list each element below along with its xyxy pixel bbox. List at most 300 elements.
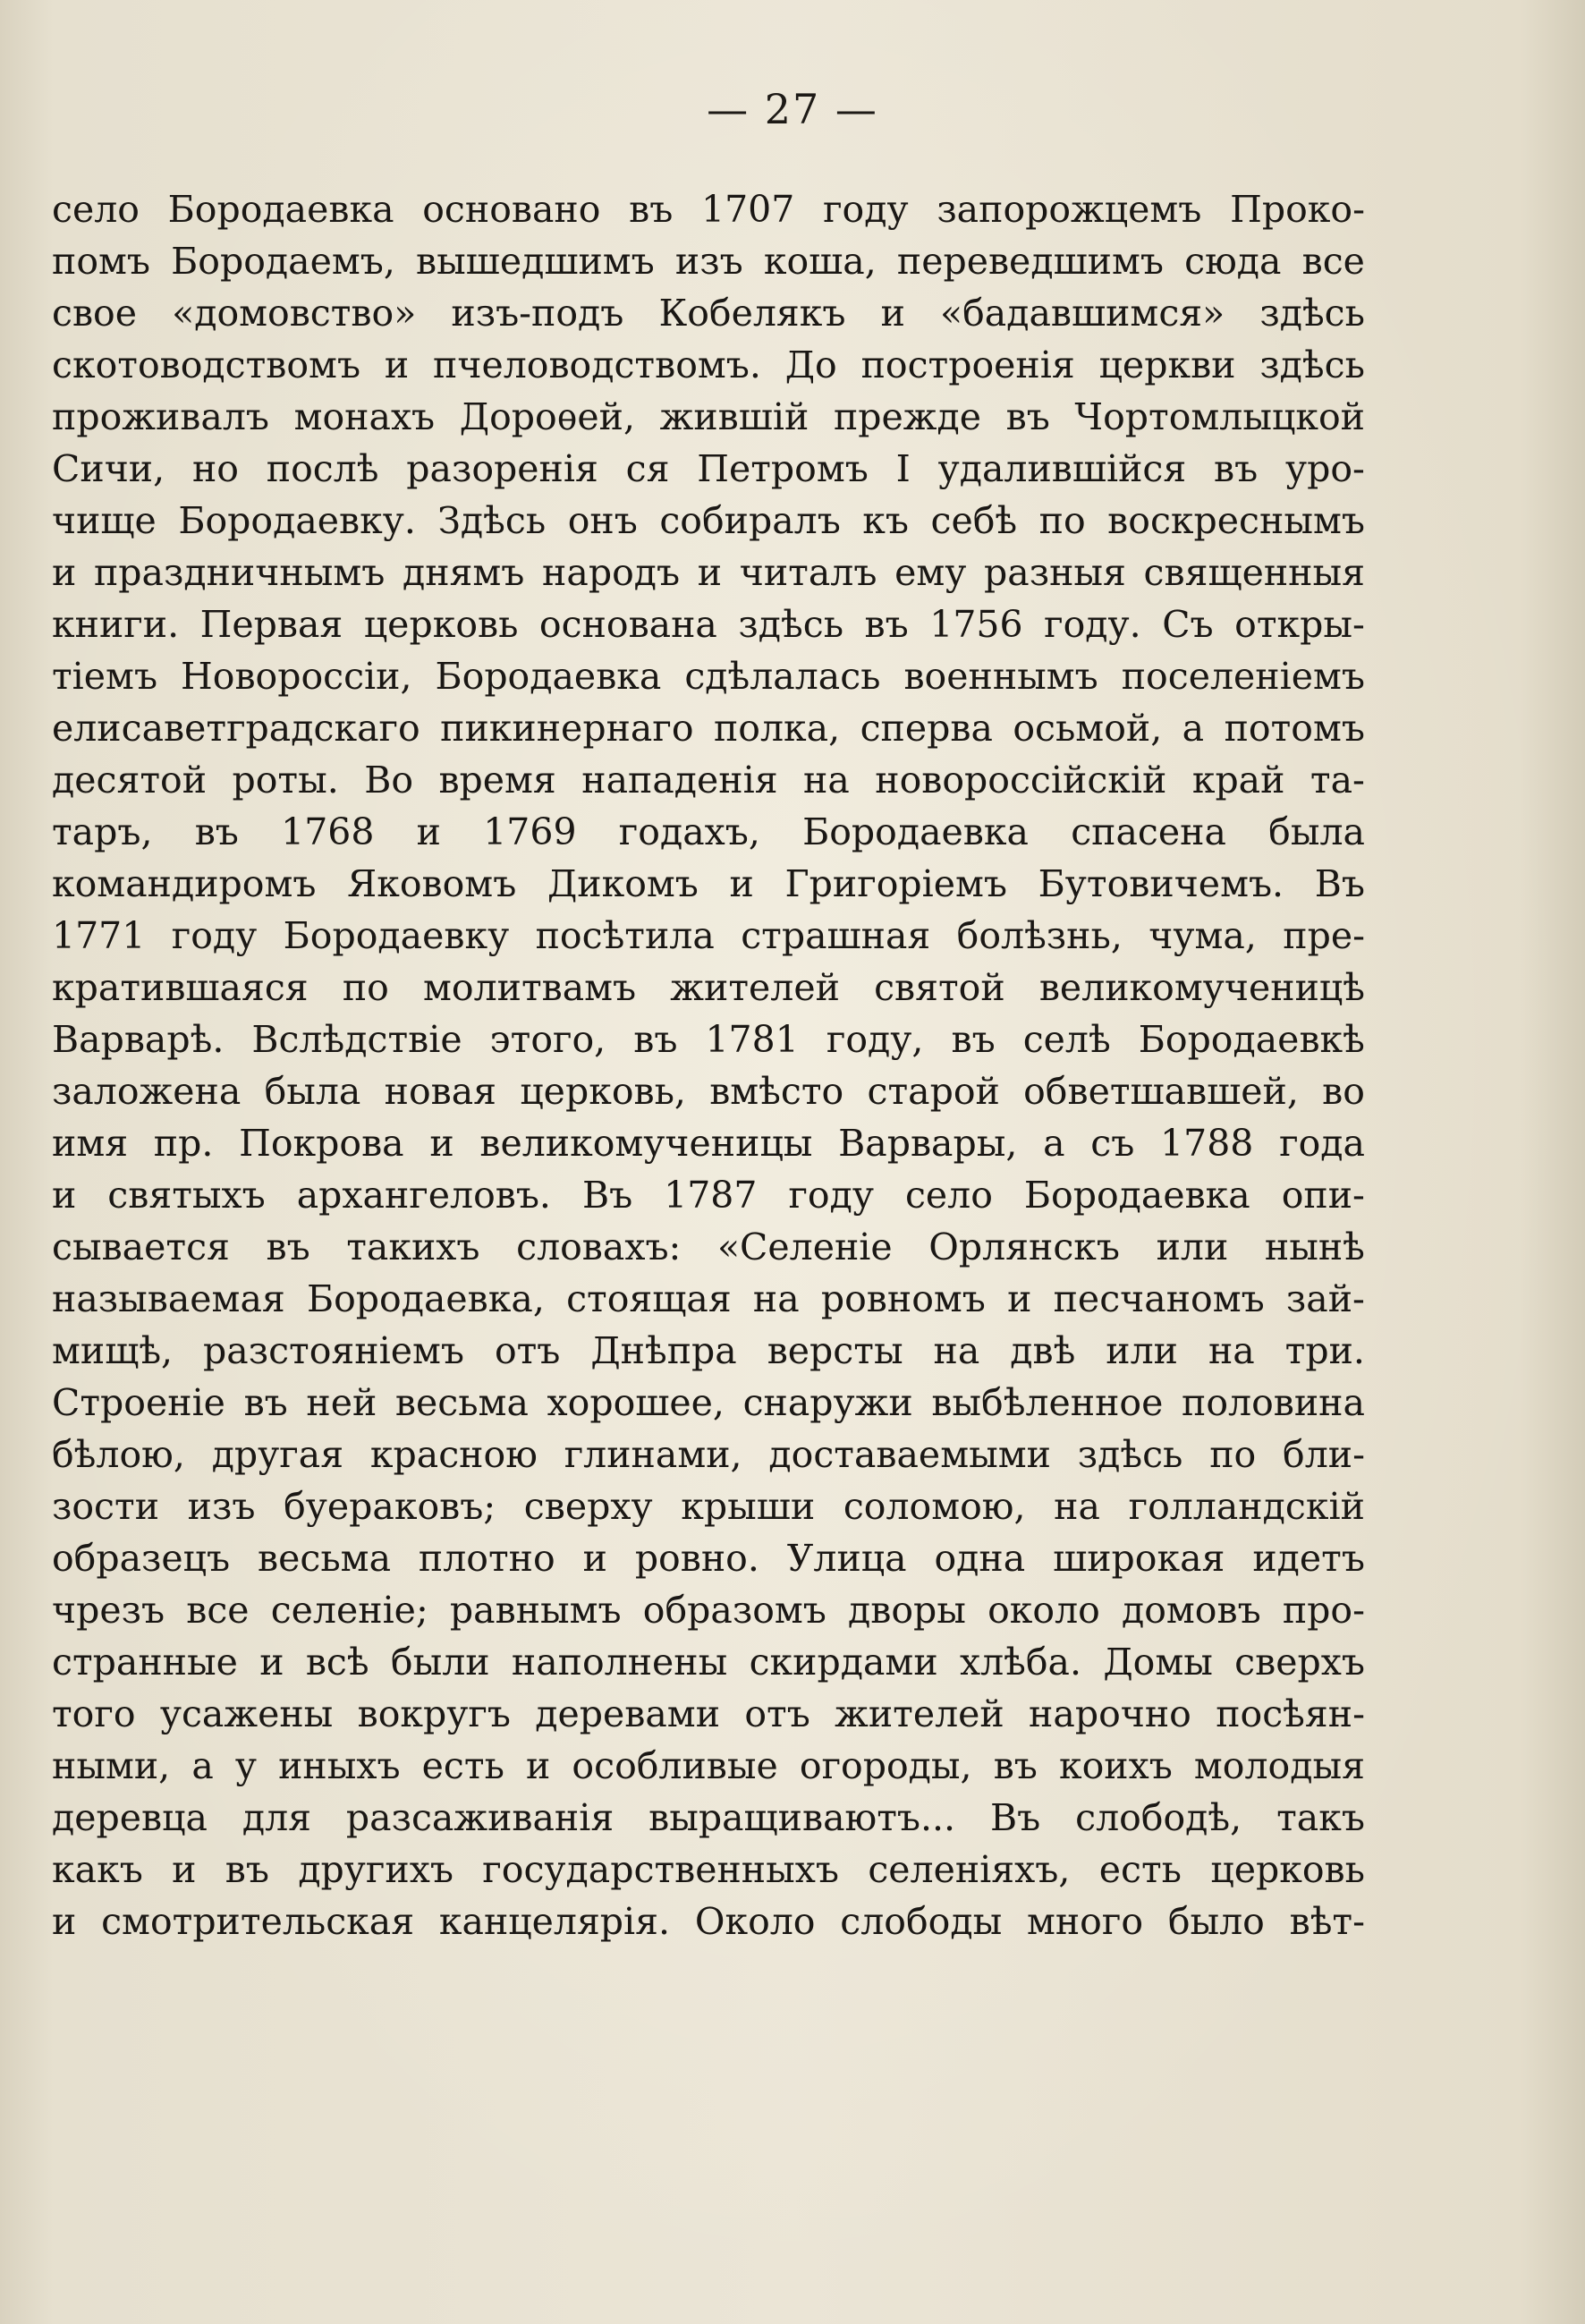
word: широкая: [1053, 1537, 1225, 1580]
word: молитвамъ: [423, 966, 637, 1009]
word: Съ: [1162, 603, 1214, 646]
word: была: [264, 1070, 361, 1113]
word: командиромъ: [52, 862, 317, 905]
word: зай-: [1285, 1277, 1365, 1320]
word: чума,: [1148, 914, 1257, 957]
word: странные: [52, 1641, 238, 1684]
word: а: [1182, 707, 1205, 750]
word: себѣ: [930, 499, 1018, 542]
word: или: [1106, 1329, 1178, 1372]
text-line: [52, 1636, 1365, 1688]
body-text: [52, 183, 1365, 1947]
word: съ: [1090, 1122, 1135, 1165]
word: на: [1208, 1329, 1255, 1372]
word: запорожцемъ: [937, 188, 1202, 231]
text-line: [52, 339, 1365, 391]
word: и: [259, 1641, 284, 1684]
word: Орлянскъ: [928, 1226, 1121, 1268]
word: въ: [993, 1744, 1038, 1787]
word: Бородаевка: [802, 810, 1029, 853]
word: ней: [306, 1381, 377, 1424]
word: другая: [211, 1433, 344, 1476]
word: сперва: [860, 707, 993, 750]
word: Бородаевка: [435, 655, 662, 698]
word: жителей: [835, 1692, 1004, 1735]
word: проживалъ: [52, 395, 269, 438]
text-line: [52, 1844, 1365, 1896]
word: скотоводствомъ: [52, 344, 361, 386]
word: чрезъ: [52, 1589, 165, 1632]
word: дворы: [848, 1589, 966, 1632]
word: но: [191, 447, 239, 490]
word: Бородаевку: [283, 914, 510, 957]
word: есть: [1098, 1848, 1182, 1891]
word: роты.: [232, 759, 339, 802]
word: Около: [694, 1900, 816, 1943]
word: время: [438, 759, 556, 802]
word: все: [186, 1589, 250, 1632]
word: полка,: [713, 707, 841, 750]
word: новороссійскій: [875, 759, 1167, 802]
word: потомъ: [1224, 707, 1365, 750]
word: селеніяхъ,: [868, 1848, 1071, 1891]
word: зости: [52, 1485, 160, 1528]
word: осьмой,: [1013, 707, 1163, 750]
word: и: [880, 292, 905, 335]
word: во: [1322, 1070, 1365, 1113]
word: великомученицѣ: [1038, 966, 1365, 1009]
word: наполнены: [511, 1641, 728, 1684]
word: разсаживанія: [345, 1796, 615, 1839]
word: Проко-: [1230, 188, 1365, 231]
word: слободѣ,: [1075, 1796, 1242, 1839]
word: уро-: [1285, 447, 1365, 490]
word: откры-: [1234, 603, 1365, 646]
word: плотно: [418, 1537, 555, 1580]
word: на: [752, 1277, 800, 1320]
word: выбѣленное: [931, 1381, 1164, 1424]
word: красною: [369, 1433, 538, 1476]
word: нападенія: [581, 759, 778, 802]
word: разныя: [984, 551, 1126, 594]
word: страшная: [741, 914, 931, 957]
word: Въ: [581, 1174, 633, 1217]
word: пре-: [1283, 914, 1365, 957]
word: Здѣсь: [437, 499, 547, 542]
word: таръ,: [52, 810, 153, 853]
word: поселеніемъ: [1121, 655, 1365, 698]
word: и: [172, 1848, 197, 1891]
text-line: [52, 495, 1365, 547]
word: крыши: [681, 1485, 816, 1528]
word: версты: [767, 1329, 903, 1372]
word: по: [1209, 1433, 1257, 1476]
text-line: [52, 806, 1365, 858]
word: 1781: [705, 1018, 799, 1061]
word: сверху: [523, 1485, 653, 1528]
word: здѣсь: [1077, 1433, 1183, 1476]
word: Бородаевкѣ: [1138, 1018, 1365, 1061]
word: въ: [243, 1381, 288, 1424]
word: прежде: [833, 395, 981, 438]
word: у: [234, 1744, 257, 1787]
word: удалившійся: [937, 447, 1187, 490]
word: по: [342, 966, 389, 1009]
word: та-: [1310, 759, 1365, 802]
word: году.: [1044, 603, 1141, 646]
word: Бутовичемъ.: [1038, 862, 1284, 905]
word: а: [191, 1744, 214, 1787]
word: послѣ: [266, 447, 379, 490]
word: въ: [864, 603, 909, 646]
word: Кобелякъ: [658, 292, 846, 335]
word: того: [52, 1692, 136, 1735]
word: деревами: [535, 1692, 721, 1735]
word: а: [1043, 1122, 1065, 1165]
word: великомученицы: [479, 1122, 813, 1165]
word: днямъ: [402, 551, 525, 594]
word: старой: [867, 1070, 1000, 1113]
word: Бородаевка,: [306, 1277, 545, 1320]
word: домовъ: [1121, 1589, 1261, 1632]
word: кратившаяся: [52, 966, 309, 1009]
word: архангеловъ.: [296, 1174, 551, 1217]
word: Улица: [786, 1537, 907, 1580]
word: и: [416, 810, 441, 853]
word: «бадавшимся»: [940, 292, 1225, 335]
word: Петромъ: [697, 447, 869, 490]
text-line: [52, 1792, 1365, 1844]
text-line: [52, 1532, 1365, 1584]
word: есть: [421, 1744, 504, 1787]
word: и: [526, 1744, 551, 1787]
word: «домовство»: [172, 292, 417, 335]
word: хлѣба.: [959, 1641, 1082, 1684]
word: въ: [1005, 395, 1050, 438]
text-line: [52, 1377, 1365, 1429]
text-line: [52, 1065, 1365, 1117]
word: помъ: [52, 240, 150, 283]
word: елисаветградскаго: [52, 707, 420, 750]
word: слободы: [840, 1900, 1003, 1943]
word: пикинернаго: [440, 707, 694, 750]
text-line: [52, 1480, 1365, 1532]
word: Дороѳей,: [459, 395, 635, 438]
word: стоящая: [566, 1277, 732, 1320]
word: нынѣ: [1264, 1226, 1365, 1268]
word: новая: [384, 1070, 497, 1113]
word: I: [895, 447, 911, 490]
word: Въ: [1314, 862, 1365, 905]
text-line: [52, 962, 1365, 1014]
word: Во: [364, 759, 414, 802]
word: святой: [874, 966, 1005, 1009]
word: изъ: [187, 1485, 256, 1528]
word: году: [171, 914, 258, 957]
word: году,: [826, 1018, 924, 1061]
word: коихъ: [1058, 1744, 1173, 1787]
word: какъ: [52, 1848, 143, 1891]
word: 1787: [664, 1174, 758, 1217]
word: Сичи,: [52, 447, 165, 490]
word: святыхъ: [107, 1174, 266, 1217]
word: сверхъ: [1234, 1641, 1365, 1684]
page-number: — 27 —: [707, 85, 878, 133]
word: Домы: [1103, 1641, 1213, 1684]
word: смотрительская: [101, 1900, 415, 1943]
word: церковь,: [520, 1070, 686, 1113]
word: имя: [52, 1122, 129, 1165]
word: сдѣлалась: [684, 655, 881, 698]
word: образецъ: [52, 1537, 231, 1580]
word: основано: [422, 188, 601, 231]
word: народъ: [542, 551, 681, 594]
word: канцелярія.: [438, 1900, 671, 1943]
word: для: [242, 1796, 311, 1839]
word: около: [987, 1589, 1100, 1632]
word: опи-: [1281, 1174, 1365, 1217]
word: къ: [862, 499, 910, 542]
word: особливые: [572, 1744, 778, 1787]
word: деревца: [52, 1796, 208, 1839]
word: церковь: [363, 603, 519, 646]
word: здѣсь: [1259, 344, 1365, 386]
word: военнымъ: [903, 655, 1098, 698]
word: тіемъ: [52, 655, 158, 698]
word: иныхъ: [278, 1744, 401, 1787]
word: собиралъ: [659, 499, 841, 542]
word: такъ: [1276, 1796, 1365, 1839]
text-line: [52, 650, 1365, 702]
word: 1756: [929, 603, 1023, 646]
word: вокругъ: [357, 1692, 511, 1735]
word: въ: [225, 1848, 269, 1891]
word: ся: [625, 447, 670, 490]
word: изъ: [674, 240, 743, 283]
word: Дикомъ: [547, 862, 699, 905]
word: идетъ: [1252, 1537, 1365, 1580]
word: Бородаевка: [1023, 1174, 1250, 1217]
word: въ: [951, 1018, 996, 1061]
word: на: [933, 1329, 980, 1372]
word: посѣтила: [535, 914, 715, 957]
word: Первая: [199, 603, 343, 646]
text-line: [52, 598, 1365, 650]
word: выращиваютъ...: [648, 1796, 956, 1839]
word: была: [1268, 810, 1365, 853]
word: пр.: [153, 1122, 214, 1165]
word: соломою,: [843, 1485, 1026, 1528]
word: разстояніемъ: [203, 1329, 464, 1372]
word: коша,: [763, 240, 877, 283]
word: построенія: [860, 344, 1075, 386]
word: посѣян-: [1216, 1692, 1365, 1735]
word: словахъ:: [516, 1226, 682, 1268]
word: другихъ: [298, 1848, 453, 1891]
word: книги.: [52, 603, 180, 646]
word: называемая: [52, 1277, 285, 1320]
word: читалъ: [739, 551, 877, 594]
word: про-: [1282, 1589, 1365, 1632]
text-line: [52, 287, 1365, 339]
word: Чортомлыцкой: [1074, 395, 1365, 438]
word: и: [52, 1174, 77, 1217]
word: одна: [934, 1537, 1026, 1580]
word: Бородаевка: [167, 188, 394, 231]
word: село: [904, 1174, 993, 1217]
text-line: [52, 183, 1365, 235]
word: весьма: [258, 1537, 392, 1580]
word: жителей: [670, 966, 840, 1009]
word: десятой: [52, 759, 208, 802]
word: 1769: [483, 810, 577, 853]
word: воскреснымъ: [1107, 499, 1365, 542]
word: сывается: [52, 1226, 230, 1268]
word: 1707: [701, 188, 795, 231]
word: здѣсь: [1259, 292, 1365, 335]
text-line: [52, 1429, 1365, 1480]
word: Варварѣ.: [52, 1018, 225, 1061]
word: вышедшимъ: [416, 240, 655, 283]
word: этого,: [489, 1018, 606, 1061]
text-line: [52, 1584, 1365, 1636]
text-line: [52, 547, 1365, 598]
text-line: [52, 1740, 1365, 1792]
word: нарочно: [1029, 1692, 1191, 1735]
text-line: [52, 1896, 1365, 1947]
text-line: [52, 910, 1365, 962]
word: двѣ: [1010, 1329, 1076, 1372]
word: и: [52, 1900, 77, 1943]
word: въ: [633, 1018, 678, 1061]
word: усажены: [159, 1692, 334, 1735]
word: Варвары,: [838, 1122, 1018, 1165]
word: ему: [894, 551, 967, 594]
word: были: [390, 1641, 490, 1684]
word: хорошее,: [547, 1381, 725, 1424]
word: край: [1191, 759, 1285, 802]
word: бѣлою,: [52, 1433, 185, 1476]
word: на: [803, 759, 850, 802]
text-line: [52, 858, 1365, 910]
word: Покрова: [239, 1122, 404, 1165]
word: Новороссіи,: [181, 655, 412, 698]
word: село: [52, 188, 140, 231]
word: заложена: [52, 1070, 242, 1113]
word: вѣт-: [1289, 1900, 1365, 1943]
word: бли-: [1283, 1433, 1365, 1476]
word: и: [582, 1537, 607, 1580]
word: изъ-подъ: [451, 292, 624, 335]
text-line: [52, 391, 1365, 443]
word: молодыя: [1193, 1744, 1365, 1787]
word: сюда: [1184, 240, 1282, 283]
word: и: [429, 1122, 454, 1165]
word: Строеніе: [52, 1381, 225, 1424]
text-line: [52, 235, 1365, 287]
word: вмѣсто: [709, 1070, 844, 1113]
word: три.: [1284, 1329, 1365, 1372]
word: по: [1038, 499, 1086, 542]
text-line: [52, 1221, 1365, 1273]
word: половина: [1182, 1381, 1365, 1424]
word: здѣсь: [738, 603, 844, 646]
word: разоренія: [406, 447, 598, 490]
word: всѣ: [305, 1641, 369, 1684]
word: 1771: [52, 914, 146, 957]
word: году: [823, 188, 909, 231]
word: было: [1167, 1900, 1265, 1943]
word: равнымъ: [449, 1589, 622, 1632]
word: селѣ: [1022, 1018, 1111, 1061]
word: спасена: [1071, 810, 1226, 853]
word: огороды,: [799, 1744, 972, 1787]
word: въ: [629, 188, 674, 231]
word: чище: [52, 499, 157, 542]
word: 1768: [281, 810, 375, 853]
word: праздничнымъ: [93, 551, 386, 594]
word: въ: [194, 810, 239, 853]
word: или: [1156, 1226, 1229, 1268]
word: основана: [538, 603, 717, 646]
word: ровно.: [634, 1537, 759, 1580]
word: и: [52, 551, 77, 594]
word: весьма: [394, 1381, 529, 1424]
word: отъ: [494, 1329, 561, 1372]
word: снаружи: [742, 1381, 913, 1424]
word: все: [1301, 240, 1365, 283]
word: и: [1007, 1277, 1032, 1320]
word: селеніе;: [270, 1589, 428, 1632]
word: году: [788, 1174, 874, 1217]
word: въ: [266, 1226, 310, 1268]
word: скирдами: [749, 1641, 938, 1684]
word: въ: [1214, 447, 1259, 490]
word: болѣзнь,: [956, 914, 1123, 957]
word: такихъ: [346, 1226, 480, 1268]
word: свое: [52, 292, 137, 335]
word: глинами,: [564, 1433, 742, 1476]
word: Въ: [989, 1796, 1041, 1839]
text-line: [52, 1273, 1365, 1325]
word: и: [729, 862, 754, 905]
word: ровномъ: [820, 1277, 986, 1320]
word: ными,: [52, 1744, 171, 1787]
word: годахъ,: [618, 810, 760, 853]
word: Вслѣдствіе: [251, 1018, 462, 1061]
text-line: [52, 1117, 1365, 1169]
word: государственныхъ: [482, 1848, 839, 1891]
word: голландскій: [1128, 1485, 1365, 1528]
word: Бородаевку.: [178, 499, 416, 542]
word: церковь: [1210, 1848, 1365, 1891]
word: 1788: [1160, 1122, 1254, 1165]
word: монахъ: [293, 395, 436, 438]
word: обветшавшей,: [1023, 1070, 1299, 1113]
text-line: [52, 1014, 1365, 1065]
word: Григоріемъ: [784, 862, 1008, 905]
word: До: [784, 344, 837, 386]
word: буераковъ;: [284, 1485, 496, 1528]
word: онъ: [567, 499, 638, 542]
word: Бородаемъ,: [171, 240, 395, 283]
word: отъ: [744, 1692, 810, 1735]
word: Яковомъ: [347, 862, 517, 905]
word: жившій: [659, 395, 809, 438]
word: и: [697, 551, 723, 594]
word: священныя: [1143, 551, 1365, 594]
word: и: [384, 344, 410, 386]
